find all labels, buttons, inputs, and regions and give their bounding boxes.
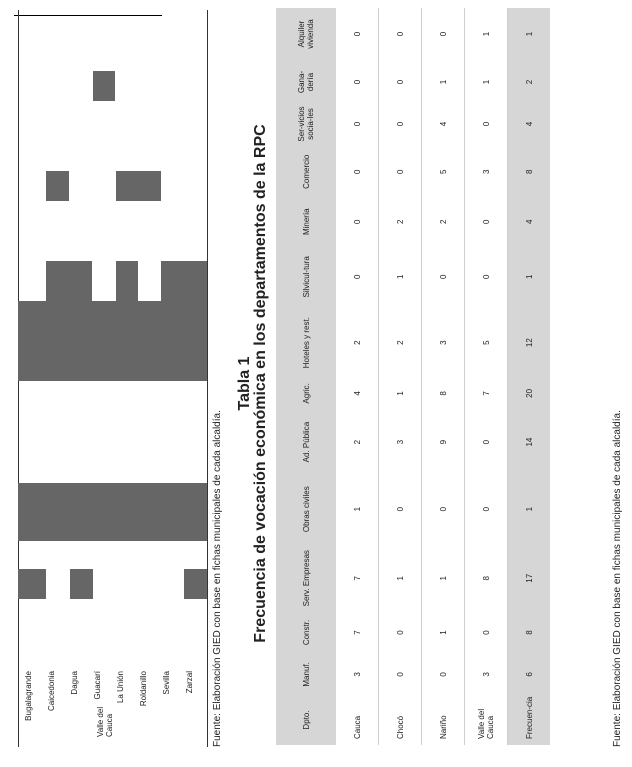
figure-bar bbox=[184, 569, 207, 599]
table-cell: 0 bbox=[422, 8, 465, 60]
table-cell: 1 bbox=[422, 611, 465, 654]
column-header: Ser-vicios socia-les bbox=[276, 104, 336, 144]
figure-bar bbox=[46, 261, 92, 301]
table-cell: 8 bbox=[422, 376, 465, 411]
table-row bbox=[336, 8, 379, 745]
table-row bbox=[422, 8, 465, 745]
table-cell: 2 bbox=[379, 310, 422, 376]
figure-source: Fuente: Elaboración GIED con base en fichas municipales de cada alcaldía. bbox=[212, 410, 223, 747]
table-cell: 17 bbox=[508, 545, 551, 611]
table-row bbox=[379, 8, 422, 745]
table-cell: 14 bbox=[508, 411, 551, 473]
table-cell: 4 bbox=[508, 104, 551, 144]
table-cell: 0 bbox=[422, 244, 465, 310]
table-cell: 1 bbox=[508, 473, 551, 545]
table-cell: 0 bbox=[336, 8, 379, 60]
column-header: Ad. Pública bbox=[276, 411, 336, 473]
table-total-row bbox=[508, 8, 551, 745]
column-header: Gana-dería bbox=[276, 60, 336, 104]
table-source: Fuente: Elaboración GIED con base en fichas municipales de cada alcaldía. bbox=[612, 410, 623, 747]
table-cell: 0 bbox=[465, 473, 508, 545]
table-cell: 1 bbox=[379, 244, 422, 310]
table-cell: 0 bbox=[465, 411, 508, 473]
figure-bar bbox=[18, 483, 207, 541]
table-cell: 1 bbox=[465, 60, 508, 104]
table-cell: 6 bbox=[508, 654, 551, 695]
table-cell: 0 bbox=[379, 654, 422, 695]
table-cell: 1 bbox=[379, 545, 422, 611]
table-cell: 9 bbox=[422, 411, 465, 473]
table-row bbox=[465, 8, 508, 745]
table-cell: 0 bbox=[379, 60, 422, 104]
table-cell: 0 bbox=[336, 60, 379, 104]
figure-bar bbox=[18, 569, 46, 599]
table-cell: 0 bbox=[379, 104, 422, 144]
table-cell: 2 bbox=[379, 199, 422, 243]
frequency-table bbox=[276, 8, 550, 745]
column-header: Hoteles y rest. bbox=[276, 310, 336, 376]
table-cell: 0 bbox=[379, 144, 422, 199]
town-label: Roldanillo bbox=[139, 671, 148, 707]
town-label: Caicedonia bbox=[47, 671, 56, 712]
table-cell: 3 bbox=[379, 411, 422, 473]
table-header-row bbox=[276, 8, 336, 745]
column-header: Obras civiles bbox=[276, 473, 336, 545]
row-label: Frecuen-cia bbox=[508, 695, 551, 745]
table-cell: 4 bbox=[422, 104, 465, 144]
table-cell: 8 bbox=[465, 545, 508, 611]
column-header: Serv. Empresas bbox=[276, 545, 336, 611]
table-cell: 1 bbox=[379, 376, 422, 411]
figure-bar bbox=[93, 71, 115, 101]
column-header: Comercio bbox=[276, 144, 336, 199]
table-cell: 0 bbox=[379, 473, 422, 545]
figure-bar bbox=[116, 171, 161, 201]
town-label: Bugalagrande bbox=[24, 671, 33, 721]
table-cell: 4 bbox=[508, 199, 551, 243]
table-cell: 0 bbox=[379, 611, 422, 654]
table-cell: 20 bbox=[508, 376, 551, 411]
column-header: Alquiler vivienda bbox=[276, 8, 336, 60]
table-cell: 8 bbox=[508, 144, 551, 199]
figure-bar bbox=[46, 171, 69, 201]
column-header: Manuf. bbox=[276, 654, 336, 695]
table-cell: 3 bbox=[422, 310, 465, 376]
table-cell: 0 bbox=[465, 104, 508, 144]
town-label: Zarzal bbox=[185, 671, 194, 694]
table-cell: 5 bbox=[422, 144, 465, 199]
table-cell: 1 bbox=[336, 473, 379, 545]
town-label: La Unión bbox=[116, 671, 125, 704]
table-cell: 0 bbox=[379, 8, 422, 60]
town-label: Sevilla bbox=[162, 671, 171, 695]
figure-bar bbox=[116, 261, 138, 301]
table-cell: 2 bbox=[336, 310, 379, 376]
table-cell: 0 bbox=[465, 244, 508, 310]
column-header: Dpto. bbox=[276, 695, 336, 745]
table-cell: 1 bbox=[465, 8, 508, 60]
table-cell: 0 bbox=[336, 104, 379, 144]
figure-bar bbox=[18, 301, 207, 381]
table-cell: 2 bbox=[422, 199, 465, 243]
row-label: Cauca bbox=[336, 695, 379, 745]
table-cell: 8 bbox=[508, 611, 551, 654]
town-label: Dagua bbox=[70, 671, 79, 695]
table-number: Tabla 1 bbox=[236, 356, 253, 411]
table-cell: 5 bbox=[465, 310, 508, 376]
column-header: Minería bbox=[276, 199, 336, 243]
table-cell: 0 bbox=[422, 654, 465, 695]
table-cell: 2 bbox=[508, 60, 551, 104]
row-label: Chocó bbox=[379, 695, 422, 745]
table-cell: 7 bbox=[336, 545, 379, 611]
table-cell: 4 bbox=[336, 376, 379, 411]
table-title: Frecuencia de vocación económica en los departamentos de la RPC bbox=[252, 124, 269, 643]
table-cell: 12 bbox=[508, 310, 551, 376]
table-cell: 1 bbox=[422, 545, 465, 611]
row-label: Valle del Cauca bbox=[465, 695, 508, 745]
figure-bar bbox=[70, 569, 93, 599]
column-header: Silvicul-tura bbox=[276, 244, 336, 310]
table-cell: 1 bbox=[508, 244, 551, 310]
table-cell: 0 bbox=[465, 611, 508, 654]
table-cell: 0 bbox=[336, 144, 379, 199]
figure-bar bbox=[161, 261, 207, 301]
table-cell: 1 bbox=[508, 8, 551, 60]
table-cell: 0 bbox=[336, 199, 379, 243]
table-cell: 7 bbox=[336, 611, 379, 654]
vocation-figure bbox=[18, 10, 208, 747]
table-cell: 0 bbox=[422, 473, 465, 545]
table-cell: 7 bbox=[465, 376, 508, 411]
row-label: Nariño bbox=[422, 695, 465, 745]
table-cell: 0 bbox=[336, 244, 379, 310]
column-header: Agric. bbox=[276, 376, 336, 411]
table-cell: 3 bbox=[336, 654, 379, 695]
figure-department-label: Valle del Cauca bbox=[96, 706, 114, 737]
town-label: Guacarí bbox=[93, 671, 102, 700]
table-cell: 2 bbox=[336, 411, 379, 473]
figure-bottom-rule bbox=[207, 10, 208, 747]
table-cell: 1 bbox=[422, 60, 465, 104]
table-cell: 3 bbox=[465, 144, 508, 199]
column-header: Constr. bbox=[276, 611, 336, 654]
table-cell: 0 bbox=[465, 199, 508, 243]
table-cell: 3 bbox=[465, 654, 508, 695]
